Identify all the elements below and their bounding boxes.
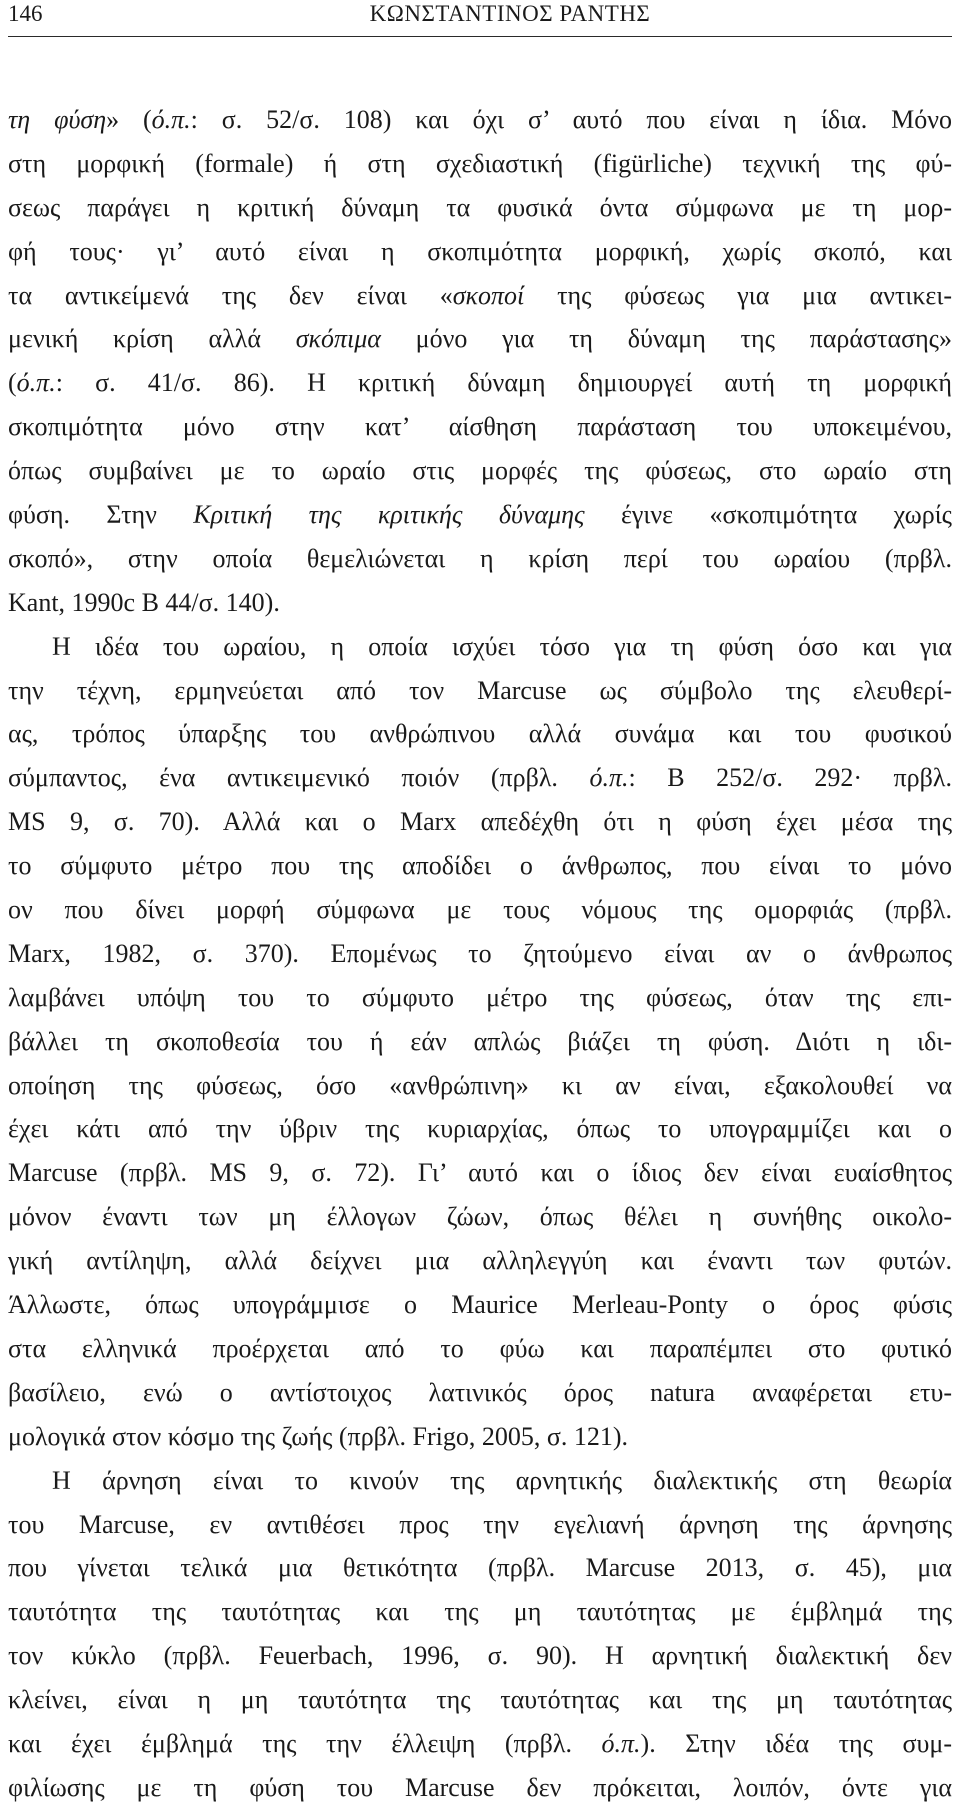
text-line (8, 976, 952, 1020)
text-line (8, 1064, 952, 1108)
italic-text: σκόπιμα (295, 324, 381, 354)
text-segment: όπως συμβαίνει με το ωραίο στις μορφές της φύσεως, στο ωραίο στη (8, 456, 952, 486)
text-line (8, 1020, 952, 1064)
text-segment: έγινε «σκοπιμότητα χωρίς (584, 500, 952, 530)
text-line (8, 1634, 952, 1678)
text-segment: μόνον έναντι των μη έλλογων ζώων, όπως θέλει η συνήθης οικολο- (8, 1202, 952, 1232)
text-line (8, 1546, 952, 1590)
text-line (8, 1503, 952, 1547)
text-line (8, 844, 952, 888)
text-line (8, 98, 952, 142)
text-segment: φιλίωσης με τη φύση του Marcuse δεν πρόκειται, λοιπόν, όντε για (8, 1772, 952, 1802)
text-line (8, 932, 952, 976)
text-segment: Marcuse (πρβλ. MS 9, σ. 72). Γι’ αυτό και ο ίδιος δεν είναι ευαίσθητος (8, 1158, 952, 1188)
text-segment: : B 252/σ. 292· πρβλ. (628, 763, 952, 793)
page-number: 146 (8, 1, 43, 26)
text-line (8, 1151, 952, 1195)
text-line (8, 1766, 952, 1810)
text-line (8, 274, 952, 318)
text-line (8, 669, 952, 713)
text-segment: Η άρνηση είναι το κινούν της αρνητικής διαλεκτικής στη θεωρία (52, 1465, 952, 1495)
text-segment: ον που δίνει μορφή σύμφωνα με τους νόμους της ομορφιάς (πρβλ. (8, 895, 952, 925)
text-line (8, 756, 952, 800)
text-segment: : σ. 52/σ. 108) και όχι σ’ αυτό που είναι η ίδια. Μόνο (190, 105, 952, 134)
text-segment: ας, τρόπος ύπαρξης του ανθρώπινου αλλά συνάμα και του φυσικού (8, 719, 952, 749)
text-segment: βασίλειο, ενώ ο αντίστοιχος λατινικός όρος natura αναφέρεται ετυ- (8, 1377, 952, 1407)
italic-text: ό.π. (589, 763, 629, 793)
text-segment: σκοπιμότητα μόνο στην κατ’ αίσθηση παράσταση του υποκειμένου, (8, 412, 952, 442)
text-line (8, 186, 952, 230)
text-segment: που γίνεται τελικά μια θετικότητα (πρβλ. Marcuse 2013, σ. 45), μια (8, 1553, 952, 1583)
text-segment: μενική κρίση αλλά (8, 324, 296, 354)
text-segment: έχει κάτι από την ύβριν της κυριαρχίας, όπως το υπογραμμίζει και ο (8, 1114, 952, 1144)
text-line (8, 1459, 952, 1503)
body-text (8, 98, 952, 1810)
page-header (0, 0, 960, 40)
italic-text: ό.π. (151, 105, 191, 134)
text-segment: σύμπαντος, ένα αντικειμενικό ποιόν (πρβλ. (8, 763, 590, 793)
text-line (8, 1195, 952, 1239)
text-line (8, 317, 952, 361)
text-segment: κλείνει, είναι η μη ταυτότητα της ταυτότητας και της μη ταυτότητας (8, 1685, 952, 1715)
text-line (8, 1327, 952, 1371)
text-segment: σεως παράγει η κριτική δύναμη τα φυσικά όντα σύμφωνα με τη μορ- (8, 192, 952, 222)
text-segment: Marx, 1982, σ. 370). Επομένως το ζητούμενο είναι αν ο άνθρωπος (8, 938, 952, 968)
text-segment: οποίηση της φύσεως, όσο «ανθρώπινη» κι αν είναι, εξακολουθεί να (8, 1070, 952, 1100)
text-segment: ( (8, 368, 17, 398)
text-line (8, 405, 952, 449)
text-segment: στα ελληνικά προέρχεται από το φύω και παραπέμπει στο φυτικό (8, 1333, 952, 1363)
text-segment: φύση. Στην (8, 500, 194, 530)
text-line (8, 1239, 952, 1283)
text-line (8, 800, 952, 844)
text-line (8, 1678, 952, 1722)
text-segment: του Marcuse, εν αντιθέσει προς την εγελιανή άρνηση της άρνησης (8, 1509, 952, 1539)
text-line (8, 493, 952, 537)
text-segment: μολογικά στον κόσμο της ζωής (πρβλ. Frigo, 2005, σ. 121). (8, 1421, 629, 1451)
text-line (8, 1107, 952, 1151)
text-segment: Kant, 1990c B 44/σ. 140). (8, 587, 280, 617)
text-segment: » ( (106, 105, 152, 134)
text-line (8, 361, 952, 405)
text-segment: γική αντίληψη, αλλά δείχνει μια αλληλεγγύη και έναντι των φυτών. (8, 1246, 952, 1276)
text-line (8, 888, 952, 932)
text-line (8, 1722, 952, 1766)
text-segment: Άλλωστε, όπως υπογράμμισε ο Maurice Merleau-Ponty ο όρος φύσις (8, 1290, 952, 1320)
text-segment: της φύσεως για μια αντικει- (524, 280, 952, 310)
text-line (8, 581, 952, 625)
text-segment: την τέχνη, ερμηνεύεται από τον Marcuse ως σύμβολο της ελευθερί- (8, 675, 952, 705)
italic-text: σκοποί (452, 280, 525, 310)
text-line (8, 537, 952, 581)
header-rule (8, 36, 952, 37)
text-segment: φή τους· γι’ αυτό είναι η σκοπιμότητα μορφική, χωρίς σκοπό, και (8, 236, 952, 266)
text-segment: σκοπό», στην οποία θεμελιώνεται η κρίση περί του ωραίου (πρβλ. (8, 543, 952, 573)
text-segment: μόνο για τη δύναμη της παράστασης» (380, 324, 952, 354)
text-segment: ταυτότητα της ταυτότητας και της μη ταυτότητας με έμβλημά της (8, 1597, 952, 1627)
italic-text: Κριτική της κριτικής δύναμης (193, 500, 585, 530)
text-line (8, 1415, 952, 1459)
text-segment: MS 9, σ. 70). Αλλά και ο Marx απεδέχθη ότι η φύση έχει μέσα της (8, 807, 952, 837)
text-segment: το σύμφυτο μέτρο που της αποδίδει ο άνθρωπος, που είναι το μόνο (8, 851, 952, 881)
text-line (8, 230, 952, 274)
text-line (8, 1371, 952, 1415)
text-segment: στη μορφική (formale) ή στη σχεδιαστική (figürliche) τεχνική της φύ- (8, 148, 952, 178)
text-segment: Η ιδέα του ωραίου, η οποία ισχύει τόσο για τη φύση όσο και για (52, 631, 952, 661)
text-line (8, 625, 952, 669)
text-segment: βάλλει τη σκοποθεσία του ή εάν απλώς βιάζει τη φύση. Διότι η ιδι- (8, 1026, 952, 1056)
text-segment: τα αντικείμενά της δεν είναι « (8, 280, 453, 310)
text-line (8, 1590, 952, 1634)
text-segment: ). Στην ιδέα της συμ- (640, 1728, 952, 1758)
text-line (8, 142, 952, 186)
text-line (8, 712, 952, 756)
italic-text: ό.π. (601, 1728, 641, 1758)
text-line (8, 1283, 952, 1327)
text-segment: λαμβάνει υπόψη του το σύμφυτο μέτρο της φύσεως, όταν της επι- (8, 982, 952, 1012)
running-head: ΚΩΝΣΤΑΝΤΙΝΟΣ ΡΑΝΤΗΣ (369, 1, 651, 26)
text-segment: : σ. 41/σ. 86). Η κριτική δύναμη δημιουργεί αυτή τη μορφική (55, 368, 952, 398)
italic-text: ό.π. (16, 368, 56, 398)
text-line (8, 449, 952, 493)
italic-text: τη φύση (8, 105, 107, 134)
text-segment: τον κύκλο (πρβλ. Feuerbach, 1996, σ. 90). Η αρνητική διαλεκτική δεν (8, 1641, 952, 1671)
text-segment: και έχει έμβλημά της την έλλειψη (πρβλ. (8, 1728, 602, 1758)
